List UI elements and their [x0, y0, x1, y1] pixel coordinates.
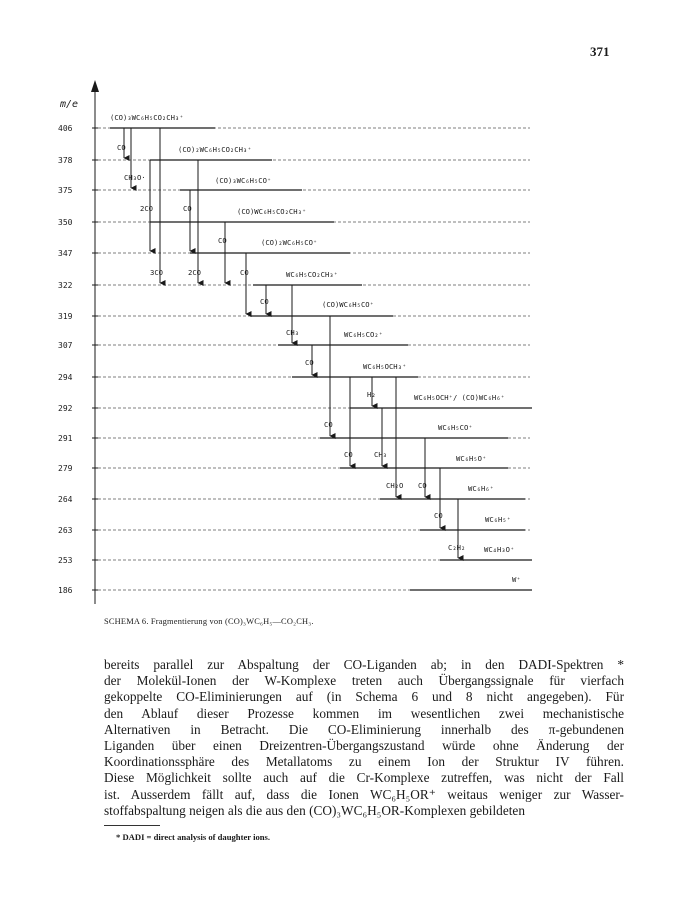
- page-number: 371: [590, 44, 610, 59]
- level-label: 264: [58, 495, 73, 504]
- neutral-loss-label: CO: [240, 268, 249, 277]
- neutral-loss-label: CO: [260, 297, 269, 306]
- ion-label: WC₆H₅OCH₃⁺: [363, 362, 407, 371]
- body-line: Liganden über einen Dreizentren-Übergangszustand würde ohne Änderung der: [104, 738, 624, 754]
- footnote-rule: [104, 825, 160, 826]
- level-label: 292: [58, 404, 73, 413]
- body-text: [104, 657, 624, 819]
- ion-label: WC₆H₅OCH⁺/ (CO)WC₆H₆⁺: [414, 393, 505, 402]
- neutral-loss-label: CH₃O·: [124, 173, 146, 182]
- level-label: 347: [58, 249, 73, 258]
- scheme-caption: SCHEMA 6. Fragmentierung von (CO)₃WC₆H₅—CO₂CH₃.: [104, 617, 314, 626]
- level-label: 253: [58, 556, 73, 565]
- body-line: Alternativen in Betracht. Die CO-Eliminierung innerhalb des π-gebundenen: [104, 721, 624, 737]
- level-label: 263: [58, 526, 73, 535]
- neutral-loss-label: CO: [418, 481, 427, 490]
- neutral-loss-label: CO: [117, 143, 126, 152]
- level-label: 294: [58, 373, 73, 382]
- neutral-loss-label: CO: [344, 450, 353, 459]
- level-label: 279: [58, 464, 73, 473]
- level-label: 375: [58, 186, 73, 195]
- ion-label: (CO)₃WC₆H₅CO⁺: [215, 176, 272, 185]
- body-line: Koordinationssphäre des Metallatoms zu einem Ion der Struktur IV führen.: [104, 754, 624, 770]
- body-line: der Molekül-Ionen der W-Komplexe treten auch Übergangssignale für vierfach: [104, 673, 624, 689]
- ion-label: WC₄H₃O⁺: [484, 545, 515, 554]
- body-line: ist. Ausserdem fällt auf, dass die Ionen WC₆H₅OR⁺ weitaus weniger zur Wasser-: [104, 786, 624, 802]
- neutral-loss-label: CO: [434, 511, 443, 520]
- neutral-loss-label: CH₃: [286, 328, 299, 337]
- neutral-loss-label: CO: [324, 420, 333, 429]
- neutral-loss-label: 2CO: [140, 204, 153, 213]
- ion-label: (CO)WC₆H₅CO⁺: [322, 300, 374, 309]
- body-line: bereits parallel zur Abspaltung der CO-Liganden ab; in den DADI-Spektren *: [104, 657, 624, 672]
- level-label: 378: [58, 156, 73, 165]
- neutral-loss-label: CO: [183, 204, 192, 213]
- body-line: den Ablauf dieser Prozesse kommen im wesentlichen zwei mechanistische: [104, 705, 624, 721]
- level-label: 322: [58, 281, 73, 290]
- level-label: 186: [58, 586, 73, 595]
- ion-label: WC₆H₅O⁺: [456, 454, 487, 463]
- level-label: 350: [58, 218, 73, 227]
- footnote: * DADI = direct analysis of daughter ions.: [116, 832, 271, 842]
- level-label: 307: [58, 341, 73, 350]
- neutral-loss-label: CH₂O: [386, 481, 404, 490]
- body-line: stoffabspaltung neigen als die aus den (CO)₃WC₆H₅OR-Komplexen gebildeten: [104, 802, 525, 818]
- ion-label: WC₆H₆⁺: [468, 484, 494, 493]
- ion-label: WC₆H₅CO₂⁺: [344, 330, 383, 339]
- level-label: 291: [58, 434, 73, 443]
- neutral-loss-label: CO: [305, 358, 314, 367]
- ion-label: (CO)₂WC₆H₅CO⁺: [261, 238, 318, 247]
- body-line: gekoppelte CO-Eliminierungen auf (in Schema 6 und 8 nicht angegeben). Für: [104, 689, 624, 705]
- neutral-loss-label: C₂H₂: [448, 543, 466, 552]
- ion-label: WC₆H₅CO₂CH₃⁺: [286, 270, 338, 279]
- body-line: Diese Möglichkeit sollte auch auf die Cr-Komplexe zutreffen, was nicht der Fall: [104, 770, 624, 786]
- neutral-loss-label: CH₃: [374, 450, 387, 459]
- y-axis-arrow: [91, 80, 99, 92]
- neutral-loss-label: 2CO: [188, 268, 201, 277]
- level-label: 319: [58, 312, 73, 321]
- ion-label: WC₆H₅⁺: [485, 515, 511, 524]
- ion-label: (CO)₂WC₆H₅CO₂CH₃⁺: [178, 145, 252, 154]
- level-label: 406: [58, 124, 73, 133]
- neutral-loss-label: CO: [218, 236, 227, 245]
- neutral-loss-label: H₂: [367, 390, 376, 399]
- ion-label: (CO)₃WC₆H₅CO₂CH₃⁺: [110, 113, 184, 122]
- ion-label: W⁺: [512, 575, 521, 584]
- neutral-loss-label: 3CO: [150, 268, 163, 277]
- ion-label: (CO)WC₆H₅CO₂CH₃⁺: [237, 207, 307, 216]
- axis-label: m/e: [60, 99, 79, 110]
- ion-label: WC₆H₅CO⁺: [438, 423, 473, 432]
